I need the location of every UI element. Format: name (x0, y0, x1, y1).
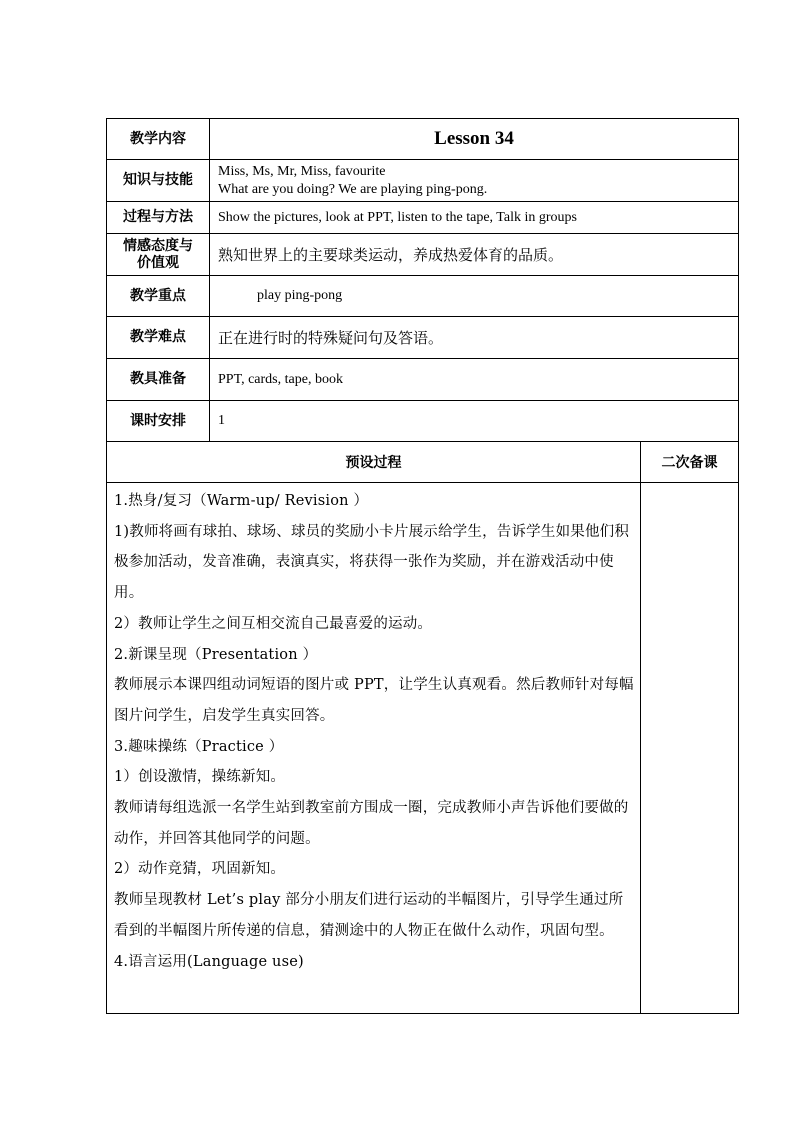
procedure-paragraph: 1）创设激情，操练新知。 (114, 769, 286, 786)
attitude-label-line-1: 情感态度与 (123, 237, 193, 254)
procedure-paragraph: 教师请每组选派一名学生站到教室前方围成一圈，完成教师小声告诉他们要做的动作，并回答其他同学的问题。 (114, 800, 629, 847)
process-label: 过程与方法 (107, 202, 210, 234)
lesson-plan-table (106, 118, 739, 1014)
knowledge-line-2: What are you doing? We are playing ping-pong. (218, 181, 488, 197)
attitude-value: 熟知世界上的主要球类运动，养成热爱体育的品质。 (210, 234, 739, 276)
procedure-content (107, 483, 641, 1014)
procedure-step-presentation: 2.新课呈现（Presentation ） (114, 646, 318, 663)
preset-process-header: 预设过程 (107, 442, 641, 483)
procedure-paragraph: 1)教师将画有球拍、球场、球员的奖励小卡片展示给学生，告诉学生如果他们积极参加活动，发音准确，表演真实，将获得一张作为奖励，并在游戏活动中使用。 (114, 523, 630, 602)
procedure-paragraph: 教师呈现教材 Let’s play 部分小朋友们进行运动的半幅图片，引导学生通过所看到的半幅图片所传递的信息，猜测途中的人物正在做什么动作，巩固句型。 (114, 892, 624, 939)
procedure-paragraph: 2）动作竞猜，巩固新知。 (114, 861, 286, 878)
knowledge-value (210, 160, 739, 202)
process-value: Show the pictures, look at PPT, listen to the tape, Talk in groups (210, 202, 739, 234)
key-point-value: play ping-pong (210, 276, 739, 317)
difficulty-value: 正在进行时的特殊疑问句及答语。 (210, 317, 739, 359)
row-key-point (107, 276, 739, 317)
procedure-step-warmup: 1.热身/复习（Warm-up/ Revision ） (114, 493, 369, 509)
row-procedure (107, 483, 739, 1014)
tools-value: PPT, cards, tape, book (210, 359, 739, 401)
row-knowledge (107, 160, 739, 202)
lesson-title: Lesson 34 (210, 119, 739, 160)
row-tools (107, 359, 739, 401)
row-headers (107, 442, 739, 483)
content-label: 教学内容 (107, 119, 210, 160)
knowledge-line-1: Miss, Ms, Mr, Miss, favourite (218, 163, 386, 179)
tools-label: 教具准备 (107, 359, 210, 401)
schedule-value: 1 (210, 401, 739, 442)
attitude-label-line-2: 价值观 (137, 254, 179, 271)
row-content (107, 119, 739, 160)
difficulty-label: 教学难点 (107, 317, 210, 359)
procedure-paragraph: 教师展示本课四组动词短语的图片或 PPT，让学生认真观看。然后教师针对每幅图片问学生，启发学生真实回答。 (114, 677, 634, 724)
row-process (107, 202, 739, 234)
procedure-step-language-use: 4.语言运用(Language use) (114, 953, 304, 970)
key-point-label: 教学重点 (107, 276, 210, 317)
attitude-label (107, 234, 210, 276)
secondary-prep-cell (641, 483, 739, 1014)
knowledge-label: 知识与技能 (107, 160, 210, 202)
row-difficulty (107, 317, 739, 359)
row-attitude (107, 234, 739, 276)
procedure-step-practice: 3.趣味操练（Practice ） (114, 738, 284, 755)
procedure-paragraph: 2）教师让学生之间互相交流自己最喜爱的运动。 (114, 615, 433, 632)
row-schedule (107, 401, 739, 442)
secondary-prep-header: 二次备课 (641, 442, 739, 483)
schedule-label: 课时安排 (107, 401, 210, 442)
